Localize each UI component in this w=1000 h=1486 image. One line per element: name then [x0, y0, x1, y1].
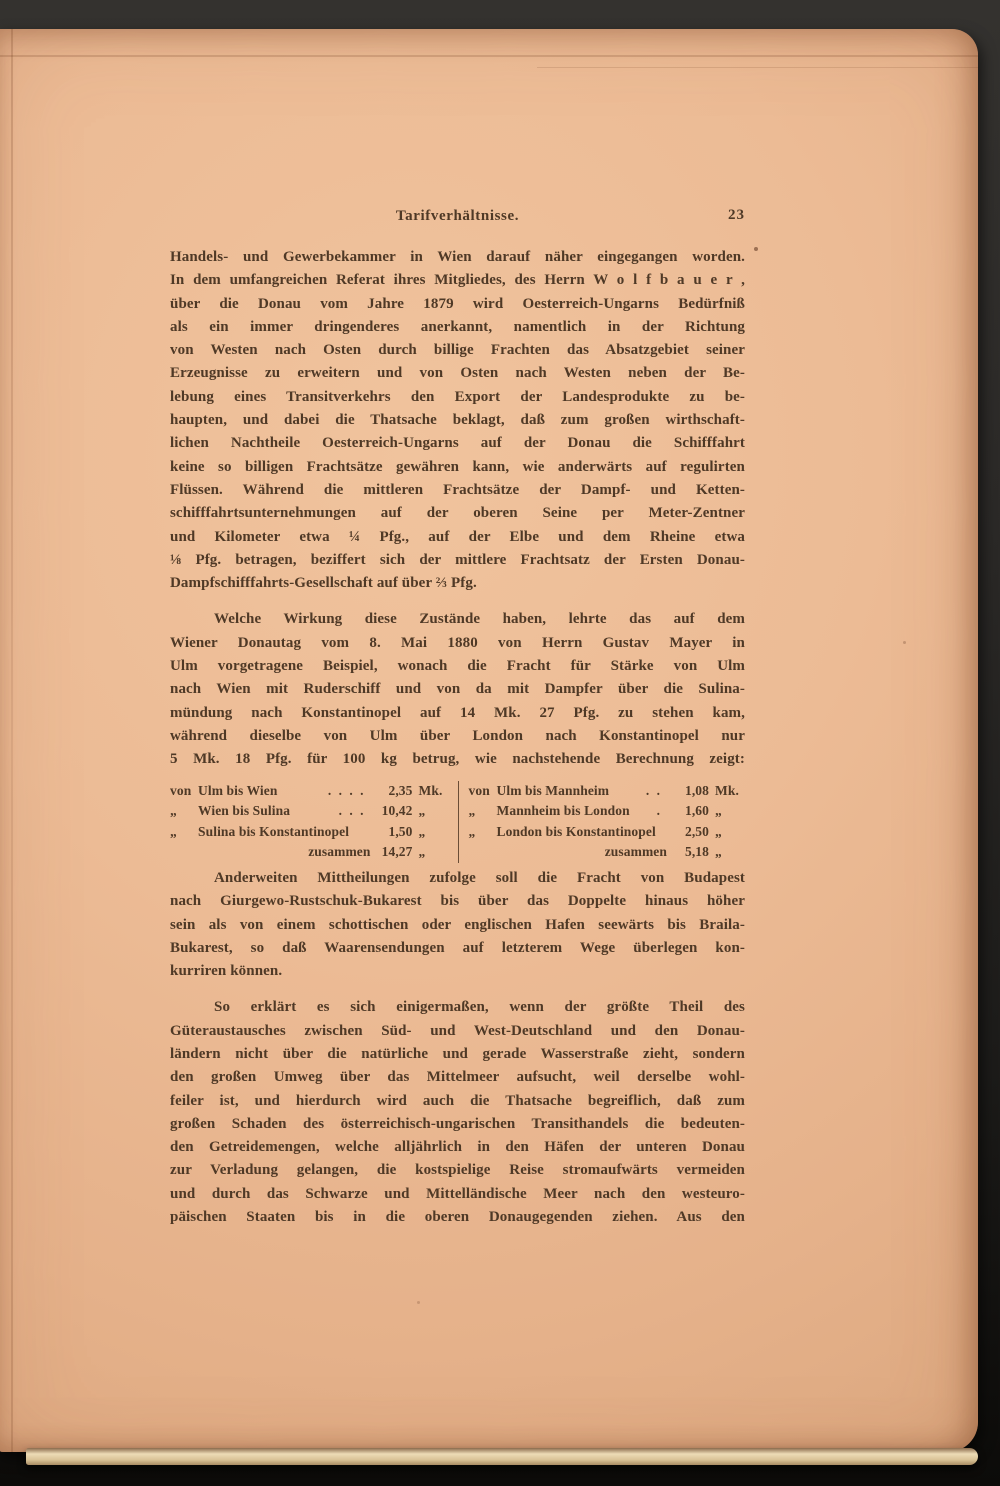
table-row — [469, 781, 746, 802]
text-line: von Westen nach Osten durch billige Frachten das Absatzgebiet seiner — [170, 342, 745, 359]
row-prefix: „ — [468, 823, 476, 839]
row-label: Mannheim bis London — [496, 803, 630, 819]
dot-leader: . . . . — [327, 782, 366, 798]
row-prefix: „ — [170, 823, 177, 839]
text-line: den großen Umweg über das Mittelmeer aufsucht, weil derselbe wohl- — [170, 1069, 745, 1086]
row-label: Wien bis Sulina — [198, 803, 291, 819]
text-line: den Getreidemengen, welche alljährlich in den Häfen der unteren Donau — [170, 1139, 745, 1156]
text-line: In dem umfangreichen Referat ihres Mitgliedes, des Herrn W o l f b a u e r , — [170, 272, 745, 289]
freight-comparison-table — [170, 781, 745, 863]
text-line: schifffahrtsunternehmungen auf der oberen Seine per Meter-Zentner — [170, 505, 745, 522]
row-unit: „ — [418, 844, 426, 860]
row-value: 14,27 — [381, 844, 413, 860]
row-prefix: „ — [170, 803, 177, 819]
paragraph — [170, 867, 745, 983]
text-line: keine so billigen Frachtsätze gewähren kann, wie anderwärts auf regulirten — [170, 458, 745, 475]
page-header — [170, 208, 745, 230]
paragraph — [170, 996, 745, 1229]
text-line: über die Donau vom Jahre 1879 wird Oesterreich-Ungarns Bedürfniß — [170, 295, 745, 312]
running-title: Tarifverhältnisse. — [395, 208, 520, 224]
table-row — [170, 801, 449, 822]
row-value: 2,50 — [684, 823, 709, 839]
dot-leader: . . . — [338, 803, 366, 819]
row-unit: „ — [418, 823, 426, 839]
text-line: ländern nicht über die natürliche und gerade Wasserstraße zieht, sondern — [170, 1045, 745, 1062]
text-line: Welche Wirkung diese Zustände haben, lehrte das auf dem — [214, 611, 745, 628]
row-unit: „ — [715, 803, 722, 819]
text-line: Handels- und Gewerbekammer in Wien darauf näher eingegangen worden. — [170, 249, 745, 265]
text-line: während dieselbe von Ulm über London nach Konstantinopel nur — [170, 727, 745, 744]
paper-speck — [903, 641, 906, 644]
text-line: Flüssen. Während die mittleren Frachtsätze der Dampf- und Ketten- — [170, 481, 745, 498]
row-unit: „ — [715, 844, 722, 860]
body-text — [170, 246, 745, 1229]
paper-crease-horizontal-2 — [537, 67, 978, 68]
text-line: So erklärt es sich einigermaßen, wenn der größte Theil des — [214, 999, 745, 1016]
paper-speck — [754, 247, 758, 251]
row-unit: „ — [418, 803, 426, 819]
text-line: Dampfschifffahrts-Gesellschaft auf über ⅔ Pfg. — [170, 575, 477, 592]
text-line: kurriren können. — [170, 963, 283, 980]
table-row — [170, 781, 449, 802]
text-line: 5 Mk. 18 Pfg. für 100 kg betrug, wie nachstehende Berechnung zeigt: — [170, 751, 745, 768]
text-line: Wiener Donautag vom 8. Mai 1880 von Herrn Gustav Mayer in — [170, 634, 745, 651]
text-line: ⅛ Pfg. betragen, beziffert sich der mittlere Frachtsatz der Ersten Donau- — [170, 551, 745, 568]
row-value: 1,50 — [388, 823, 413, 839]
book-page — [0, 29, 978, 1452]
row-unit: Mk. — [418, 782, 443, 798]
row-prefix: „ — [468, 803, 476, 819]
text-line: nach Giurgewo-Rustschuk-Bukarest bis über das Doppelte hinaus höher — [170, 893, 745, 910]
row-unit: Mk. — [715, 782, 739, 798]
table-row — [469, 801, 746, 822]
text-line: Anderweiten Mittheilungen zufolge soll die Fracht von Budapest — [214, 869, 745, 886]
table-row — [469, 822, 746, 843]
row-value: 2,35 — [388, 782, 413, 798]
text-line: Ulm vorgetragene Beispiel, wonach die Fracht für Stärke von Ulm — [170, 658, 745, 675]
row-unit: „ — [715, 823, 722, 839]
row-value: 1,08 — [684, 782, 709, 798]
text-line: lebung eines Transitverkehrs den Export der Landesprodukte zu be- — [170, 388, 745, 405]
text-line: Güteraustausches zwischen Süd- und West-Deutschland und den Donau- — [170, 1022, 745, 1039]
freight-table-right-column — [458, 781, 746, 863]
text-line: zur Verladung gelangen, die kostspielige Reise stromaufwärts vermeiden — [170, 1162, 745, 1179]
under-page-edge — [26, 1448, 978, 1465]
dot-leader: . . — [645, 782, 662, 798]
paper-crease-horizontal — [0, 55, 978, 57]
text-line: als ein immer dringenderes anerkannt, namentlich in der Richtung — [170, 318, 745, 335]
text-line: Erzeugnisse zu erweitern und von Osten nach Westen neben der Be- — [170, 365, 745, 382]
row-value: 1,60 — [684, 803, 709, 819]
paragraph — [170, 246, 745, 595]
page-number: 23 — [728, 207, 745, 223]
table-row — [170, 822, 449, 843]
text-line: sein als von einem schottischen oder englischen Hafen seewärts bis Braila- — [170, 916, 745, 933]
paper-speck — [417, 1301, 420, 1304]
text-line: nach Wien mit Ruderschiff und von da mit Dampfer über die Sulina- — [170, 681, 745, 698]
row-label: Ulm bis Mannheim — [496, 782, 610, 798]
row-label: Ulm bis Wien — [198, 782, 278, 798]
text-line: feiler ist, und hierdurch wird auch die Thatsache begreiflich, daß zum — [170, 1092, 745, 1109]
text-line: Bukarest, so daß Waarensendungen auf letzterem Wege überlegen kon- — [170, 939, 745, 956]
row-label: Sulina bis Konstantinopel — [198, 823, 350, 839]
row-sum-label: zusammen — [604, 844, 667, 860]
dot-leader: . — [656, 803, 662, 819]
row-label: London bis Konstantinopel — [496, 823, 656, 839]
table-row — [170, 842, 449, 863]
text-line: lichen Nachtheile Oesterreich-Ungarns auf der Donau die Schifffahrt — [170, 435, 745, 452]
text-line: und durch das Schwarze und Mittelländische Meer nach den westeuro- — [170, 1185, 745, 1202]
text-line: und Kilometer etwa ¼ Pfg., auf der Elbe und dem Rheine etwa — [170, 528, 745, 545]
paper-crease-vertical — [11, 29, 13, 1452]
row-sum-label: zusammen — [308, 844, 371, 860]
row-prefix: von — [170, 782, 192, 798]
paragraph-group-top — [170, 246, 745, 772]
paragraph — [170, 608, 745, 771]
row-prefix: von — [468, 782, 490, 798]
text-line: haupten, und dabei die Thatsache beklagt, daß zum großen wirthschaft- — [170, 412, 745, 429]
row-value: 10,42 — [381, 803, 413, 819]
freight-table-left-column — [170, 781, 458, 863]
text-line: mündung nach Konstantinopel auf 14 Mk. 27 Pfg. zu stehen kam, — [170, 704, 745, 721]
table-row — [469, 842, 746, 863]
paragraph-group-bottom — [170, 867, 745, 1229]
text-line: päischen Staaten bis in die oberen Donaugegenden ziehen. Aus den — [170, 1209, 745, 1226]
text-line: großen Schaden des österreichisch-ungarischen Transithandels die bedeuten- — [170, 1115, 745, 1132]
row-value: 5,18 — [684, 844, 709, 860]
